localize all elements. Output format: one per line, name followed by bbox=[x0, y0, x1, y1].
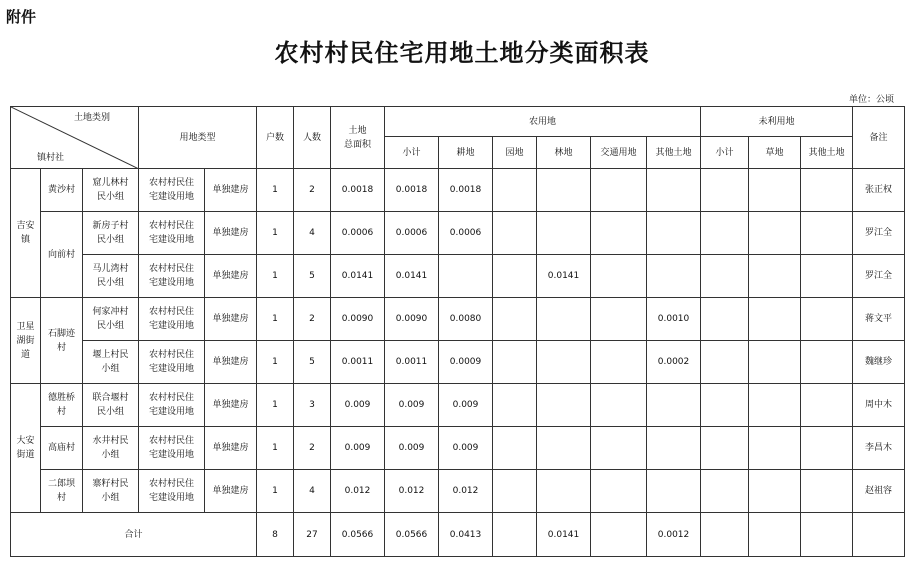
total-row bbox=[11, 513, 905, 557]
garden-cell bbox=[493, 212, 537, 255]
group-cell: 水井村民 小组 bbox=[83, 427, 139, 470]
table-row bbox=[11, 212, 905, 255]
subtotal-cell: 0.0090 bbox=[385, 298, 439, 341]
header-agri-garden: 园地 bbox=[493, 137, 537, 169]
people-cell: 5 bbox=[294, 341, 331, 384]
households-cell: 1 bbox=[257, 255, 294, 298]
forest-cell bbox=[537, 341, 591, 384]
people-cell: 2 bbox=[294, 169, 331, 212]
table-row bbox=[11, 427, 905, 470]
garden-cell bbox=[493, 513, 537, 557]
table-row bbox=[11, 298, 905, 341]
subtotal-cell: 0.009 bbox=[385, 427, 439, 470]
unused-subtotal-cell bbox=[701, 341, 749, 384]
remark-cell: 蒋文平 bbox=[853, 298, 905, 341]
unused-grass-cell bbox=[749, 169, 801, 212]
group-cell: 窟儿林村 民小组 bbox=[83, 169, 139, 212]
header-agri-land: 农用地 bbox=[385, 107, 701, 137]
subtype-cell: 单独建房 bbox=[205, 169, 257, 212]
group-cell: 何家冲村 民小组 bbox=[83, 298, 139, 341]
page-title: 农村村民住宅用地土地分类面积表 bbox=[274, 38, 650, 67]
total-label: 合计 bbox=[11, 513, 257, 557]
table-row bbox=[11, 384, 905, 427]
total-cell: 0.0006 bbox=[331, 212, 385, 255]
remark-cell: 张正权 bbox=[853, 169, 905, 212]
town-cell: 大安 街道 bbox=[11, 384, 41, 513]
table-row bbox=[11, 341, 905, 384]
group-cell: 新房子村 民小组 bbox=[83, 212, 139, 255]
unused-subtotal-cell bbox=[701, 255, 749, 298]
households-cell: 1 bbox=[257, 427, 294, 470]
other-cell bbox=[647, 169, 701, 212]
subtotal-cell: 0.0566 bbox=[385, 513, 439, 557]
households-cell: 1 bbox=[257, 298, 294, 341]
unused-grass-cell bbox=[749, 384, 801, 427]
unused-subtotal-cell bbox=[701, 169, 749, 212]
total-cell: 0.0011 bbox=[331, 341, 385, 384]
subtype-cell: 单独建房 bbox=[205, 384, 257, 427]
type-cell: 农村村民住 宅建设用地 bbox=[139, 255, 205, 298]
other-cell: 0.0002 bbox=[647, 341, 701, 384]
type-cell: 农村村民住 宅建设用地 bbox=[139, 384, 205, 427]
total-cell: 0.0141 bbox=[331, 255, 385, 298]
cultivated-cell: 0.012 bbox=[439, 470, 493, 513]
unused-grass-cell bbox=[749, 341, 801, 384]
type-cell: 农村村民住 宅建设用地 bbox=[139, 298, 205, 341]
other-cell bbox=[647, 470, 701, 513]
transport-cell bbox=[591, 169, 647, 212]
subtotal-cell: 0.009 bbox=[385, 384, 439, 427]
transport-cell bbox=[591, 298, 647, 341]
subtotal-cell: 0.0018 bbox=[385, 169, 439, 212]
forest-cell: 0.0141 bbox=[537, 513, 591, 557]
transport-cell bbox=[591, 255, 647, 298]
total-cell: 0.0018 bbox=[331, 169, 385, 212]
subtype-cell: 单独建房 bbox=[205, 298, 257, 341]
forest-cell bbox=[537, 212, 591, 255]
people-cell: 4 bbox=[294, 212, 331, 255]
unused-other-cell bbox=[801, 470, 853, 513]
group-cell: 寨籽村民 小组 bbox=[83, 470, 139, 513]
transport-cell bbox=[591, 513, 647, 557]
table-row bbox=[11, 169, 905, 212]
forest-cell bbox=[537, 384, 591, 427]
other-cell bbox=[647, 255, 701, 298]
garden-cell bbox=[493, 341, 537, 384]
total-cell: 0.0090 bbox=[331, 298, 385, 341]
village-cell: 石脚迹 村 bbox=[41, 298, 83, 384]
other-cell bbox=[647, 212, 701, 255]
header-agri-transport: 交通用地 bbox=[591, 137, 647, 169]
subtype-cell: 单独建房 bbox=[205, 212, 257, 255]
cultivated-cell: 0.009 bbox=[439, 427, 493, 470]
group-cell: 堰上村民 小组 bbox=[83, 341, 139, 384]
header-unused-other: 其他土地 bbox=[801, 137, 853, 169]
village-cell: 向前村 bbox=[41, 212, 83, 298]
other-cell: 0.0010 bbox=[647, 298, 701, 341]
remark-cell: 罗江全 bbox=[853, 255, 905, 298]
cultivated-cell: 0.0009 bbox=[439, 341, 493, 384]
forest-cell: 0.0141 bbox=[537, 255, 591, 298]
forest-cell bbox=[537, 169, 591, 212]
subtype-cell: 单独建房 bbox=[205, 255, 257, 298]
unused-subtotal-cell bbox=[701, 212, 749, 255]
subtotal-cell: 0.012 bbox=[385, 470, 439, 513]
households-cell: 8 bbox=[257, 513, 294, 557]
table-row bbox=[11, 470, 905, 513]
total-cell: 0.009 bbox=[331, 427, 385, 470]
garden-cell bbox=[493, 427, 537, 470]
households-cell: 1 bbox=[257, 169, 294, 212]
unit-label: 单位：公顷 bbox=[848, 95, 894, 105]
people-cell: 5 bbox=[294, 255, 331, 298]
unused-subtotal-cell bbox=[701, 298, 749, 341]
header-agri-other: 其他土地 bbox=[647, 137, 701, 169]
header-people: 人数 bbox=[294, 107, 331, 169]
other-cell bbox=[647, 384, 701, 427]
unused-subtotal-cell bbox=[701, 384, 749, 427]
unused-subtotal-cell bbox=[701, 470, 749, 513]
other-cell bbox=[647, 427, 701, 470]
unused-grass-cell bbox=[749, 513, 801, 557]
header-row-1 bbox=[11, 107, 905, 137]
header-agri-cultivated: 耕地 bbox=[439, 137, 493, 169]
people-cell: 4 bbox=[294, 470, 331, 513]
unused-other-cell bbox=[801, 298, 853, 341]
group-cell: 联合堰村 民小组 bbox=[83, 384, 139, 427]
garden-cell bbox=[493, 298, 537, 341]
remark-cell: 罗江全 bbox=[853, 212, 905, 255]
unused-other-cell bbox=[801, 427, 853, 470]
cultivated-cell: 0.0018 bbox=[439, 169, 493, 212]
header-land-use-type: 用地类型 bbox=[139, 107, 257, 169]
transport-cell bbox=[591, 470, 647, 513]
remark-cell: 李昌木 bbox=[853, 427, 905, 470]
type-cell: 农村村民住 宅建设用地 bbox=[139, 341, 205, 384]
garden-cell bbox=[493, 384, 537, 427]
unused-other-cell bbox=[801, 212, 853, 255]
subtotal-cell: 0.0011 bbox=[385, 341, 439, 384]
transport-cell bbox=[591, 384, 647, 427]
table-row bbox=[11, 255, 905, 298]
garden-cell bbox=[493, 255, 537, 298]
households-cell: 1 bbox=[257, 384, 294, 427]
unused-grass-cell bbox=[749, 470, 801, 513]
subtotal-cell: 0.0141 bbox=[385, 255, 439, 298]
unused-other-cell bbox=[801, 513, 853, 557]
other-cell: 0.0012 bbox=[647, 513, 701, 557]
unused-other-cell bbox=[801, 255, 853, 298]
corner-header-cell bbox=[11, 107, 139, 169]
cultivated-cell: 0.0413 bbox=[439, 513, 493, 557]
header-unused-grass: 草地 bbox=[749, 137, 801, 169]
type-cell: 农村村民住 宅建设用地 bbox=[139, 427, 205, 470]
cultivated-cell: 0.0006 bbox=[439, 212, 493, 255]
cultivated-cell bbox=[439, 255, 493, 298]
header-agri-forest: 林地 bbox=[537, 137, 591, 169]
header-remarks: 备注 bbox=[853, 107, 905, 169]
header-land-category: 土地类别 bbox=[73, 113, 110, 123]
unused-grass-cell bbox=[749, 255, 801, 298]
unused-grass-cell bbox=[749, 298, 801, 341]
village-cell: 高庙村 bbox=[41, 427, 83, 470]
households-cell: 1 bbox=[257, 470, 294, 513]
header-households: 户数 bbox=[257, 107, 294, 169]
total-cell: 0.0566 bbox=[331, 513, 385, 557]
people-cell: 27 bbox=[294, 513, 331, 557]
header-town-village: 镇村社 bbox=[37, 153, 65, 163]
unused-subtotal-cell bbox=[701, 513, 749, 557]
transport-cell bbox=[591, 427, 647, 470]
households-cell: 1 bbox=[257, 212, 294, 255]
subtype-cell: 单独建房 bbox=[205, 341, 257, 384]
unused-other-cell bbox=[801, 341, 853, 384]
forest-cell bbox=[537, 298, 591, 341]
cultivated-cell: 0.009 bbox=[439, 384, 493, 427]
remark-cell: 赵祖容 bbox=[853, 470, 905, 513]
header-agri-subtotal: 小计 bbox=[385, 137, 439, 169]
header-unused-land: 未利用地 bbox=[701, 107, 853, 137]
unused-other-cell bbox=[801, 169, 853, 212]
type-cell: 农村村民住 宅建设用地 bbox=[139, 212, 205, 255]
village-cell: 二郎坝 村 bbox=[41, 470, 83, 513]
people-cell: 3 bbox=[294, 384, 331, 427]
town-cell: 吉安 镇 bbox=[11, 169, 41, 298]
type-cell: 农村村民住 宅建设用地 bbox=[139, 169, 205, 212]
unused-subtotal-cell bbox=[701, 427, 749, 470]
total-cell: 0.012 bbox=[331, 470, 385, 513]
forest-cell bbox=[537, 427, 591, 470]
unused-grass-cell bbox=[749, 427, 801, 470]
attachment-label: 附件 bbox=[6, 8, 37, 26]
total-cell: 0.009 bbox=[331, 384, 385, 427]
subtotal-cell: 0.0006 bbox=[385, 212, 439, 255]
garden-cell bbox=[493, 470, 537, 513]
header-unused-subtotal: 小计 bbox=[701, 137, 749, 169]
people-cell: 2 bbox=[294, 298, 331, 341]
remark-cell: 魏继珍 bbox=[853, 341, 905, 384]
town-cell: 卫星 湖街 道 bbox=[11, 298, 41, 384]
transport-cell bbox=[591, 212, 647, 255]
village-cell: 德胜桥 村 bbox=[41, 384, 83, 427]
group-cell: 马儿湾村 民小组 bbox=[83, 255, 139, 298]
transport-cell bbox=[591, 341, 647, 384]
unused-other-cell bbox=[801, 384, 853, 427]
forest-cell bbox=[537, 470, 591, 513]
garden-cell bbox=[493, 169, 537, 212]
cultivated-cell: 0.0080 bbox=[439, 298, 493, 341]
village-cell: 黄沙村 bbox=[41, 169, 83, 212]
people-cell: 2 bbox=[294, 427, 331, 470]
unused-grass-cell bbox=[749, 212, 801, 255]
households-cell: 1 bbox=[257, 341, 294, 384]
subtype-cell: 单独建房 bbox=[205, 427, 257, 470]
header-total-area: 土地 总面积 bbox=[331, 107, 385, 169]
subtype-cell: 单独建房 bbox=[205, 470, 257, 513]
remark-cell bbox=[853, 513, 905, 557]
remark-cell: 周中木 bbox=[853, 384, 905, 427]
land-area-table bbox=[10, 106, 905, 557]
type-cell: 农村村民住 宅建设用地 bbox=[139, 470, 205, 513]
